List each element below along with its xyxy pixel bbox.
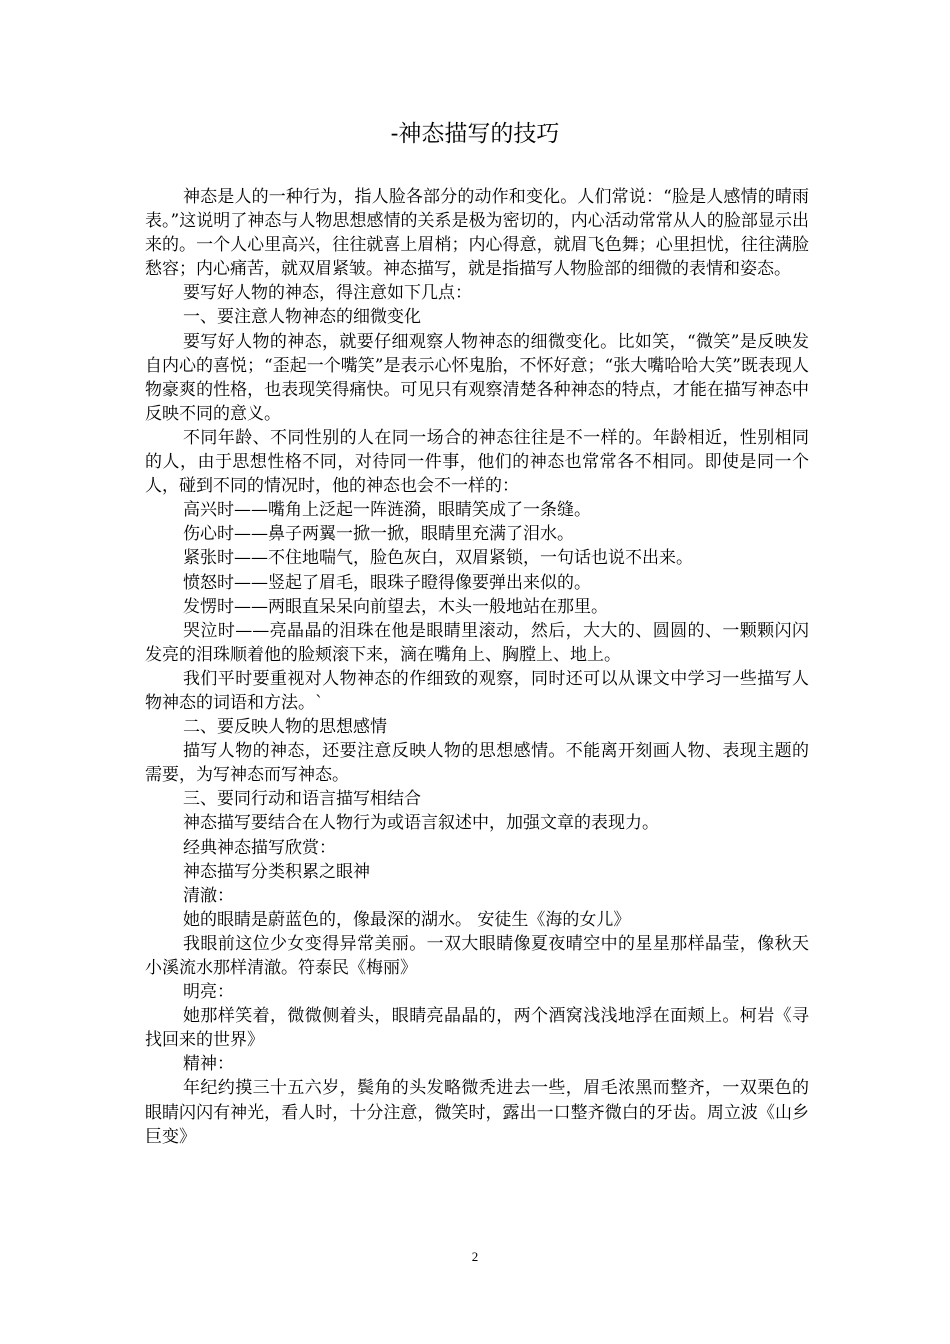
expression-item: 愤怒时——竖起了眉毛，眼珠子瞪得像要弹出来似的。 [183,572,591,593]
paragraph: 神态描写要结合在人物行为或语言叙述中，加强文章的表现力。 [183,813,659,834]
quote-paragraph: 我眼前这位少女变得异常美丽。一双大眼睛像夏夜晴空中的星星那样晶莹，像秋天小溪流水那样清澈。符泰民《梅丽》 [145,933,809,978]
paragraph: 描写人物的神态，还要注意反映人物的思想感情。不能离开刻画人物、表现主题的需要，为写神态而写神态。 [145,741,809,786]
expression-item: 发愣时——两眼直呆呆向前望去，木头一般地站在那里。 [183,596,608,617]
quote-paragraph: 她那样笑着，微微侧着头，眼睛亮晶晶的，两个酒窝浅浅地浮在面颊上。柯岩《寻找回来的世界》 [145,1006,809,1051]
expression-item: 伤心时——鼻子两翼一掀一掀，眼睛里充满了泪水。 [183,524,574,545]
category-label: 清澈： [183,885,234,906]
expression-item: 哭泣时——亮晶晶的泪珠在他是眼睛里滚动，然后，大大的、圆圆的、一颗颗闪闪发亮的泪珠顺着他的脸颊滚下来，滴在嘴角上、胸膛上、地上。 [145,620,809,665]
paragraph: 要写好人物的神态，得注意如下几点： [183,283,472,304]
document-body [145,185,809,1149]
paragraph: 要写好人物的神态，就要仔细观察人物神态的细微变化。比如笑，“微笑”是反映发自内心的喜悦；“歪起一个嘴笑”是表示心怀鬼胎，不怀好意；“张大嘴哈哈大笑”既表现人物豪爽的性格，也表现笑得痛快。可见只有观察清楚各种神态的特点，才能在描写神态中反映不同的意义。 [145,331,809,424]
paragraph: 不同年龄、不同性别的人在同一场合的神态往往是不一样的。年龄相近，性别相同的人，由于思想性格不同，对待同一件事，他们的神态也常常各不相同。即使是同一个人，碰到不同的情况时，他的神态也会不一样的： [145,427,809,497]
expression-item: 高兴时——嘴角上泛起一阵涟漪，眼睛笑成了一条缝。 [183,500,591,521]
subheading: 经典神态描写欣赏： [183,837,336,858]
section-heading: 二、要反映人物的思想感情 [183,717,387,738]
section-heading: 一、要注意人物神态的细微变化 [183,307,421,328]
paragraph: 神态是人的一种行为，指人脸各部分的动作和变化。人们常说：“脸是人感情的晴雨表。”这说明了神态与人物思想感情的关系是极为密切的，内心活动常常从人的脸部显示出来的。一个人心里高兴，往往就喜上眉梢；内心得意，就眉飞色舞；心里担忧，往往满脸愁容；内心痛苦，就双眉紧皱。神态描写，就是指描写人物脸部的细微的表情和姿态。 [145,187,809,280]
section-heading: 三、要同行动和语言描写相结合 [183,789,421,810]
quote-paragraph: 她的眼睛是蔚蓝色的，像最深的湖水。 安徒生《海的女儿》 [183,909,631,930]
expression-item: 紧张时——不住地喘气，脸色灰白，双眉紧锁，一句话也说不出来。 [183,548,693,569]
paragraph: 我们平时要重视对人物神态的作细致的观察，同时还可以从课文中学习一些描写人物神态的词语和方法。` [145,668,809,713]
document-title: -神态描写的技巧 [390,121,560,147]
page-number: 2 [471,1249,479,1264]
quote-paragraph: 年纪约摸三十五六岁，鬓角的头发略微秃进去一些，眉毛浓黑而整齐，一双栗色的眼睛闪闪有神光，看人时，十分注意，微笑时，露出一口整齐微白的牙齿。周立波《山乡巨变》 [145,1078,809,1147]
subheading: 神态描写分类积累之眼神 [183,861,370,882]
category-label: 精神： [183,1054,234,1075]
category-label: 明亮： [183,982,234,1003]
